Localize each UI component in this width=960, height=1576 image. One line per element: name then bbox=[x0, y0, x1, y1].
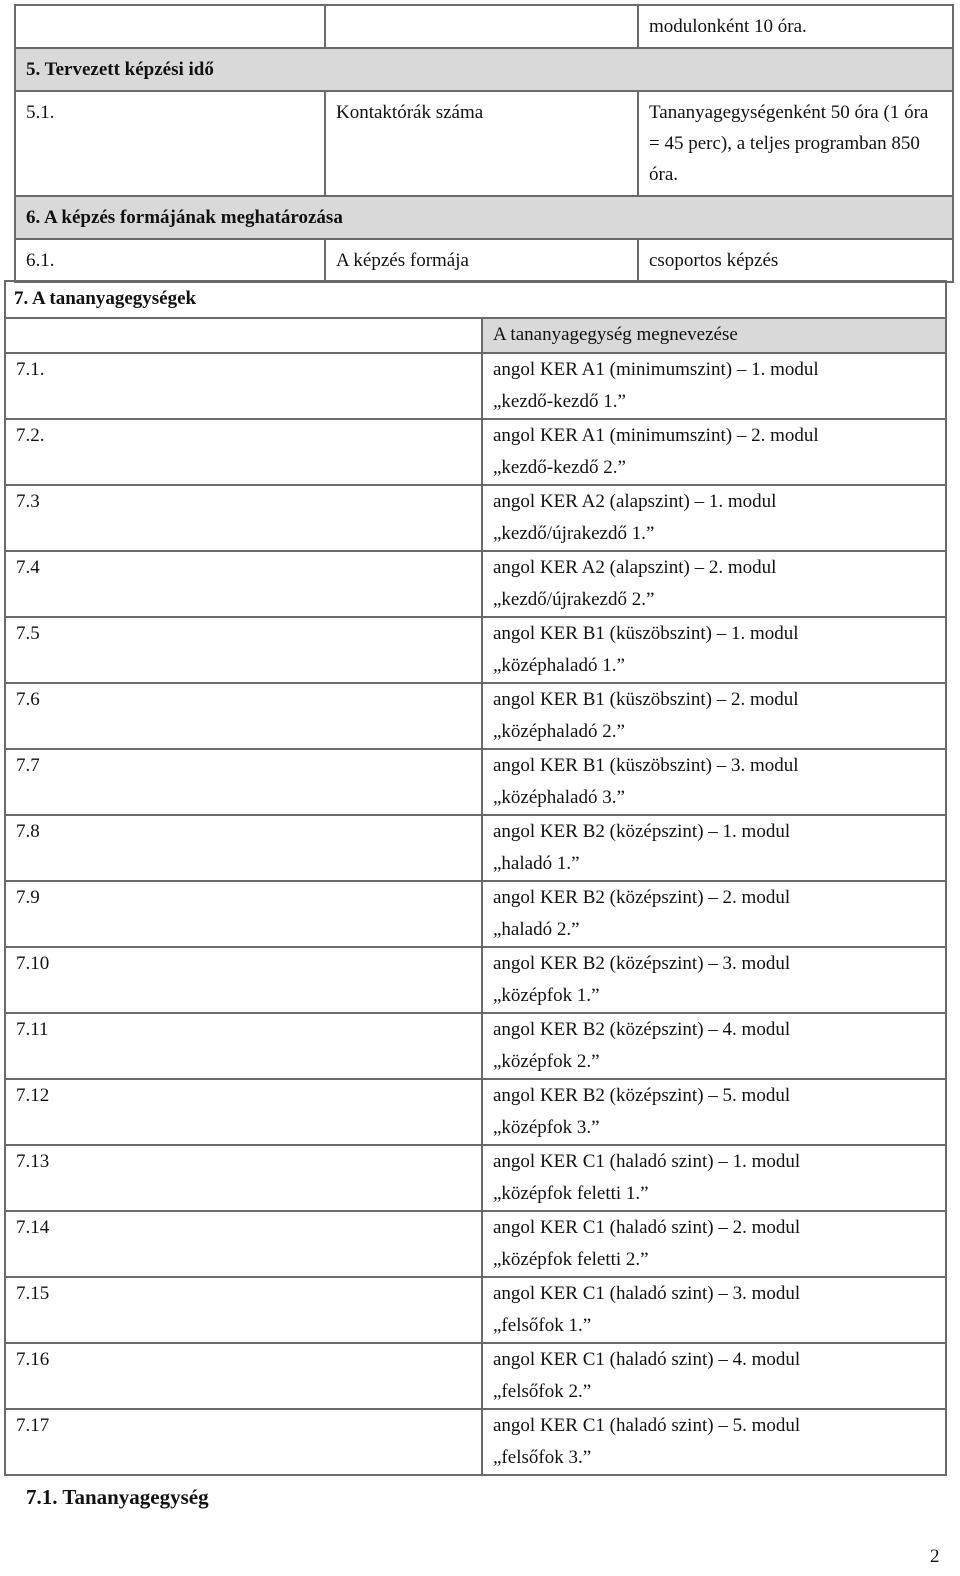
unit-name-line2: „középfok 3.” bbox=[493, 1117, 600, 1138]
unit-name-line2: „felsőfok 2.” bbox=[493, 1381, 592, 1402]
unit-name bbox=[482, 749, 946, 815]
unit-number: 7.9 bbox=[5, 881, 482, 947]
unit-name bbox=[482, 1013, 946, 1079]
table-row bbox=[5, 947, 946, 1013]
table-row bbox=[5, 1409, 946, 1475]
unit-name-line2: „felsőfok 3.” bbox=[493, 1447, 592, 1468]
unit-number: 7.12 bbox=[5, 1079, 482, 1145]
unit-number: 7.6 bbox=[5, 683, 482, 749]
unit-number: 7.5 bbox=[5, 617, 482, 683]
unit-name-line1: angol KER B2 (középszint) – 4. modul bbox=[493, 1019, 791, 1040]
row-label: A képzés formája bbox=[325, 239, 638, 282]
unit-name-line2: „felsőfok 1.” bbox=[493, 1315, 592, 1336]
column-header-blank bbox=[5, 318, 482, 353]
row-value: csoportos képzés bbox=[638, 239, 953, 282]
unit-name bbox=[482, 419, 946, 485]
unit-name bbox=[482, 485, 946, 551]
row-number: 5.1. bbox=[15, 91, 325, 196]
unit-name bbox=[482, 1343, 946, 1409]
unit-name-line1: angol KER A1 (minimumszint) – 1. modul bbox=[493, 359, 819, 380]
column-header-row bbox=[5, 318, 946, 353]
unit-name-line2: „kezdő-kezdő 2.” bbox=[493, 457, 626, 478]
unit-number: 7.14 bbox=[5, 1211, 482, 1277]
column-header-name: A tananyagegység megnevezése bbox=[482, 318, 946, 353]
table-row bbox=[5, 1211, 946, 1277]
training-time-form-table bbox=[14, 4, 954, 283]
table-cell bbox=[15, 5, 325, 48]
unit-name bbox=[482, 815, 946, 881]
unit-name bbox=[482, 1211, 946, 1277]
unit-name-line2: „középfok feletti 1.” bbox=[493, 1183, 649, 1204]
unit-name bbox=[482, 551, 946, 617]
unit-number: 7.8 bbox=[5, 815, 482, 881]
units-table bbox=[4, 280, 947, 1476]
unit-number: 7.4 bbox=[5, 551, 482, 617]
unit-name-line1: angol KER A2 (alapszint) – 2. modul bbox=[493, 557, 777, 578]
unit-number: 7.10 bbox=[5, 947, 482, 1013]
unit-number: 7.2. bbox=[5, 419, 482, 485]
unit-number: 7.17 bbox=[5, 1409, 482, 1475]
unit-number: 7.13 bbox=[5, 1145, 482, 1211]
unit-name-line1: angol KER B2 (középszint) – 2. modul bbox=[493, 887, 791, 908]
unit-name bbox=[482, 881, 946, 947]
unit-name-line1: angol KER B1 (küszöbszint) – 1. modul bbox=[493, 623, 799, 644]
unit-name-line1: angol KER B2 (középszint) – 1. modul bbox=[493, 821, 791, 842]
unit-name-line1: angol KER C1 (haladó szint) – 4. modul bbox=[493, 1349, 801, 1370]
unit-name-line2: „középhaladó 1.” bbox=[493, 655, 625, 676]
row-label: Kontaktórák száma bbox=[325, 91, 638, 196]
unit-number: 7.16 bbox=[5, 1343, 482, 1409]
table-cell: modulonként 10 óra. bbox=[638, 5, 953, 48]
table-row bbox=[5, 881, 946, 947]
table-cell bbox=[325, 5, 638, 48]
row-number: 6.1. bbox=[15, 239, 325, 282]
table-row bbox=[5, 485, 946, 551]
table-row bbox=[15, 5, 953, 48]
section-header-row bbox=[15, 196, 953, 239]
unit-name-line2: „haladó 2.” bbox=[493, 919, 580, 940]
table-row bbox=[5, 617, 946, 683]
section-6-title: 6. A képzés formájának meghatározása bbox=[15, 196, 953, 239]
unit-name bbox=[482, 683, 946, 749]
unit-number: 7.7 bbox=[5, 749, 482, 815]
table-row bbox=[5, 1145, 946, 1211]
unit-name-line1: angol KER B1 (küszöbszint) – 2. modul bbox=[493, 689, 799, 710]
section-5-title: 5. Tervezett képzési idő bbox=[15, 48, 953, 91]
table-row bbox=[15, 91, 953, 196]
unit-number: 7.3 bbox=[5, 485, 482, 551]
table-row bbox=[5, 1013, 946, 1079]
unit-name-line1: angol KER B1 (küszöbszint) – 3. modul bbox=[493, 755, 799, 776]
unit-rows bbox=[5, 353, 946, 1475]
unit-number: 7.11 bbox=[5, 1013, 482, 1079]
unit-name-line2: „középfok 2.” bbox=[493, 1051, 600, 1072]
table-row bbox=[5, 815, 946, 881]
table-row bbox=[5, 1277, 946, 1343]
table-row bbox=[5, 419, 946, 485]
unit-name-line1: angol KER B2 (középszint) – 3. modul bbox=[493, 953, 791, 974]
unit-name-line1: angol KER C1 (haladó szint) – 3. modul bbox=[493, 1283, 801, 1304]
units-table-title: 7. A tananyagegységek bbox=[5, 281, 946, 318]
unit-name bbox=[482, 947, 946, 1013]
table-row bbox=[5, 1343, 946, 1409]
unit-name-line1: angol KER A2 (alapszint) – 1. modul bbox=[493, 491, 777, 512]
section-heading: 7.1. Tananyagegység bbox=[26, 1485, 209, 1509]
table-row bbox=[15, 239, 953, 282]
table-title-row bbox=[5, 281, 946, 318]
unit-name-line2: „középfok feletti 2.” bbox=[493, 1249, 649, 1270]
table-row bbox=[5, 683, 946, 749]
unit-name bbox=[482, 1277, 946, 1343]
unit-name bbox=[482, 1145, 946, 1211]
unit-name-line2: „kezdő/újrakezdő 1.” bbox=[493, 523, 655, 544]
unit-name-line1: angol KER B2 (középszint) – 5. modul bbox=[493, 1085, 791, 1106]
unit-name-line2: „haladó 1.” bbox=[493, 853, 580, 874]
unit-name bbox=[482, 353, 946, 419]
unit-number: 7.1. bbox=[5, 353, 482, 419]
unit-name-line2: „középhaladó 3.” bbox=[493, 787, 625, 808]
unit-number: 7.15 bbox=[5, 1277, 482, 1343]
unit-name-line2: „középfok 1.” bbox=[493, 985, 600, 1006]
section-header-row bbox=[15, 48, 953, 91]
unit-name bbox=[482, 617, 946, 683]
table-row bbox=[5, 353, 946, 419]
unit-name-line1: angol KER A1 (minimumszint) – 2. modul bbox=[493, 425, 819, 446]
table-row bbox=[5, 749, 946, 815]
unit-name-line2: „kezdő-kezdő 1.” bbox=[493, 391, 626, 412]
unit-name bbox=[482, 1409, 946, 1475]
table-row bbox=[5, 551, 946, 617]
table-row bbox=[5, 1079, 946, 1145]
page-number: 2 bbox=[930, 1546, 940, 1567]
unit-name bbox=[482, 1079, 946, 1145]
row-value: Tananyagegységenként 50 óra (1 óra = 45 perc), a teljes programban 850 óra. bbox=[638, 91, 953, 196]
unit-name-line2: „középhaladó 2.” bbox=[493, 721, 625, 742]
unit-name-line1: angol KER C1 (haladó szint) – 2. modul bbox=[493, 1217, 801, 1238]
unit-name-line2: „kezdő/újrakezdő 2.” bbox=[493, 589, 655, 610]
unit-name-line1: angol KER C1 (haladó szint) – 5. modul bbox=[493, 1415, 801, 1436]
unit-name-line1: angol KER C1 (haladó szint) – 1. modul bbox=[493, 1151, 801, 1172]
